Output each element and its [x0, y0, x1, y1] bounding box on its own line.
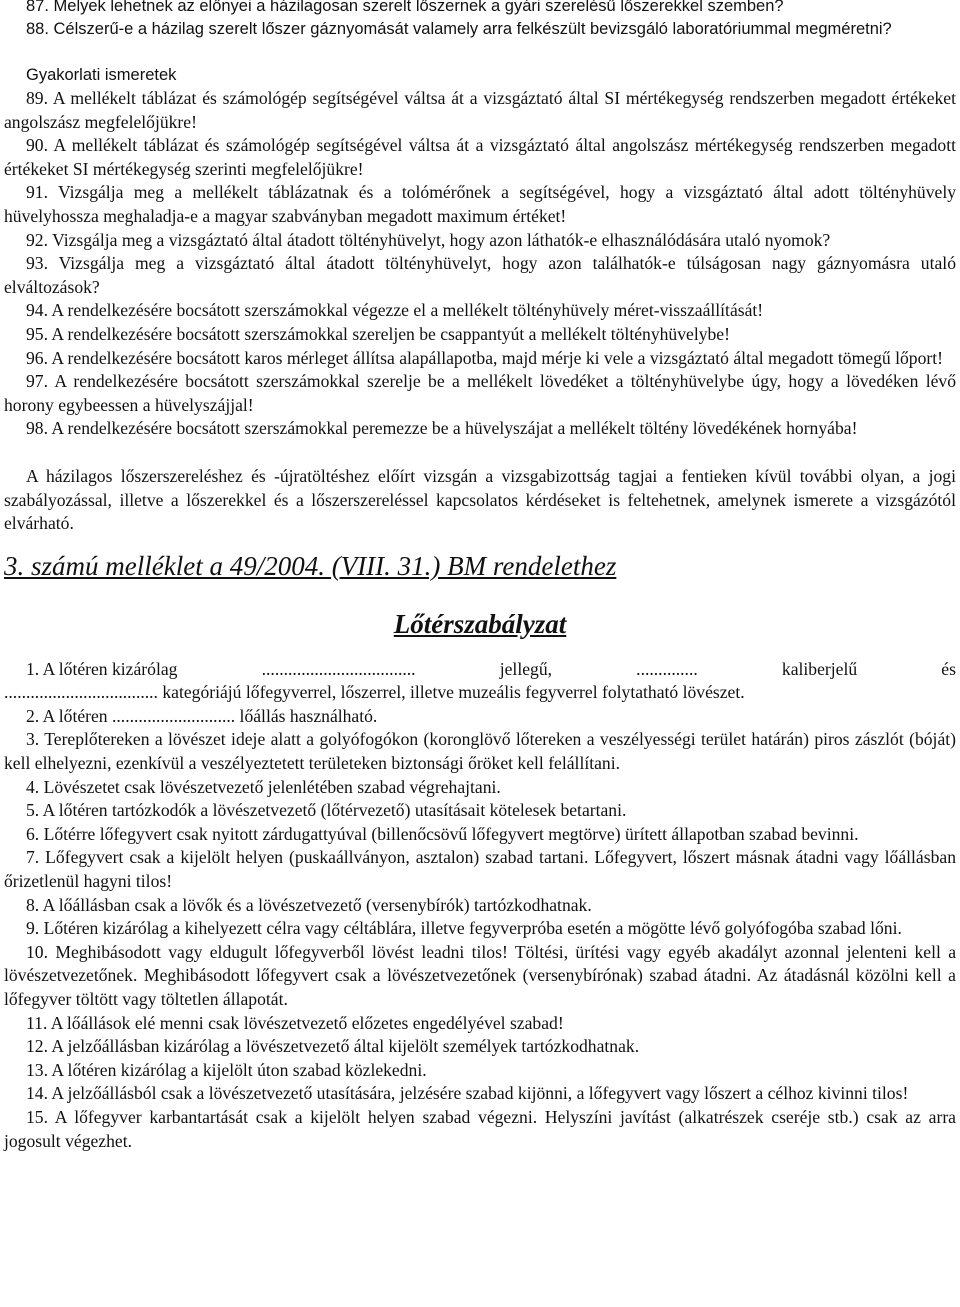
question-87: 87. Melyek lehetnek az előnyei a házilagosan szerelt lőszernek a gyári szerelésű lőszerekkel szemben? [26, 0, 784, 15]
rule-13: 13. A lőtéren kizárólag a kijelölt úton szabad közlekedni. [26, 1059, 427, 1080]
rule-3: 3. Tereplőtereken a lövészet ideje alatt a golyófogókon (koronglövő lőtereken a veszélyességi terület határán) piros zászlót (bóját) kell elhelyezni, ezenkívül a veszélyeztetett területeken biztonsági őröket kell felállítani. [4, 729, 956, 774]
rule-14: 14. A jelzőállásból csak a lövészetvezető utasítására, jelzésére szabad kijönni, a lőfegyvert vagy lőszert a célhoz kivinni tilos! [26, 1083, 909, 1104]
question-93: 93. Vizsgálja meg a vizsgáztató által átadott töltényhüvelyt, hogy azon találhatók-e túlságosan nagy gáznyomásra utaló elváltozások? [4, 253, 956, 297]
question-95: 95. A rendelkezésére bocsátott szerszámokkal szereljen be csappantyút a mellékelt töltényhüvelybe! [26, 323, 730, 344]
rule-1-part: 1. A lőtéren kizárólag [26, 658, 178, 679]
question-92: 92. Vizsgálja meg a vizsgáztató által átadott töltényhüvelyt, hogy azon láthatók-e elhasználódására utaló nyomok? [26, 229, 831, 250]
closing-paragraph: A házilagos lőszerszereléshez és -újratöltéshez előírt vizsgán a vizsgabizottság tagjai a fentieken kívül további olyan, a jogi szabályozással, illetve a lőszerekkel és a lőszerszereléssel kapcsolatos kérdéseket is feltehetnek, amelynek ismerete a vizsgázótól elvárható. [4, 465, 956, 534]
spacer [4, 41, 956, 60]
rule-7: 7. Lőfegyvert csak a kijelölt helyen (puskaállványon, asztalon) szabad tartani. Lőfegyvert, lőszert másnak átadni vagy lőállásban őrizetlenül hagyni tilos! [4, 847, 956, 892]
question-98: 98. A rendelkezésére bocsátott szerszámokkal peremezze be a hüvelyszájat a mellékelt töltény lövedékének hornyába! [26, 418, 858, 439]
rule-8: 8. A lőállásban csak a lövők és a lövészetvezető (versenybírók) tartózkodhatnak. [26, 894, 592, 915]
rule-5: 5. A lőtéren tartózkodók a lövészetvezető (lőtérvezető) utasításait kötelesek betartani. [26, 800, 627, 821]
rule-1-part: kaliberjelű [781, 658, 858, 679]
question-96: 96. A rendelkezésére bocsátott karos mérleget állítsa alapállapotba, majd mérje ki vele a vizsgáztató által megadott tömegű lőport! [26, 347, 943, 368]
rule-2: 2. A lőtéren ............................ lőállás használható. [26, 705, 378, 726]
document-page [4, 0, 956, 1153]
question-90: 90. A mellékelt táblázat és számológép segítségével váltsa át a vizsgáztató által angolszász mértékegység rendszerben megadott értékeket SI mértékegység szerinti megfelelőjükre! [4, 135, 956, 179]
rule-1-line-2: ................................... kategóriájú lőfegyverrel, lőszerrel, illetve muzeális fegyverrel folytatható lövészet. [4, 682, 745, 703]
question-94: 94. A rendelkezésére bocsátott szerszámokkal végezze el a mellékelt töltényhüvely méret-visszaállítását! [26, 300, 764, 321]
rule-1-part: jellegű, [499, 658, 553, 679]
rule-15: 15. A lőfegyver karbantartását csak a kijelölt helyen szabad végezni. Helyszíni javítást (alkatrészek cseréje stb.) csak az arra jogosult végezhet. [4, 1106, 956, 1151]
rule-4: 4. Lövészetet csak lövészetvezető jelenlétében szabad végrehajtani. [26, 776, 501, 797]
rule-1-part: és [941, 658, 956, 679]
rule-1-blank: ................................... [261, 658, 416, 679]
question-88: 88. Célszerű-e a házilag szerelt lőszer gáznyomását valamely arra felkészült bevizsgáló laboratóriummal megméretni? [26, 20, 892, 38]
practical-heading: Gyakorlati ismeretek [26, 66, 177, 84]
rule-12: 12. A jelzőállásban kizárólag a lövészetvezető által kijelölt személyek tartózkodhatnak. [26, 1036, 640, 1057]
regulation-title: Lőtérszabályzat [393, 608, 567, 639]
annex-heading: 3. számú melléklet a 49/2004. (VIII. 31.) BM rendelethez [4, 550, 617, 581]
question-89: 89. A mellékelt táblázat és számológép segítségével váltsa át a vizsgáztató által SI mértékegység rendszerben megadott értékeket angolszász megfelelőjükre! [4, 88, 956, 132]
rule-10: 10. Meghibásodott vagy eldugult lőfegyverből lövést leadni tilos! Töltési, ürítési vagy egyéb akadályt azonnal jelenteni kell a lövészetvezetőnek. Meghibásodott lőfegyvert csak a lövészetvezetőnek (versenybírónak) szabad átadni. Az átadásnál közölni kell a lőfegyver töltött vagy töltetlen állapotát. [4, 941, 956, 1009]
question-97: 97. A rendelkezésére bocsátott szerszámokkal szerelje be a mellékelt lövedéket a töltényhüvelybe úgy, hogy a lövedéken lévő horony egybeessen a hüvelyszájjal! [4, 371, 956, 415]
rule-1-blank: .............. [636, 658, 698, 679]
rule-11: 11. A lőállások elé menni csak lövészetvezető előzetes engedélyével szabad! [26, 1012, 564, 1033]
rule-1-line-1 [4, 658, 956, 682]
question-91: 91. Vizsgálja meg a mellékelt táblázatnak és a tolómérőnek a segítségével, hogy a vizsgáztató által adott töltényhüvely hüvelyhossza meghaladja-e a magyar szabványban megadott maximum értéket! [4, 182, 956, 226]
rule-9: 9. Lőtéren kizárólag a kihelyezett célra vagy céltáblára, illetve fegyverpróba esetén a mögötte lévő golyófogóba szabad lőni. [26, 918, 902, 939]
rule-6: 6. Lőtérre lőfegyvert csak nyitott zárdugattyúval (billenőcsövű lőfegyvert megtörve) ürített állapotban szabad bevinni. [26, 823, 859, 844]
spacer [4, 441, 956, 465]
